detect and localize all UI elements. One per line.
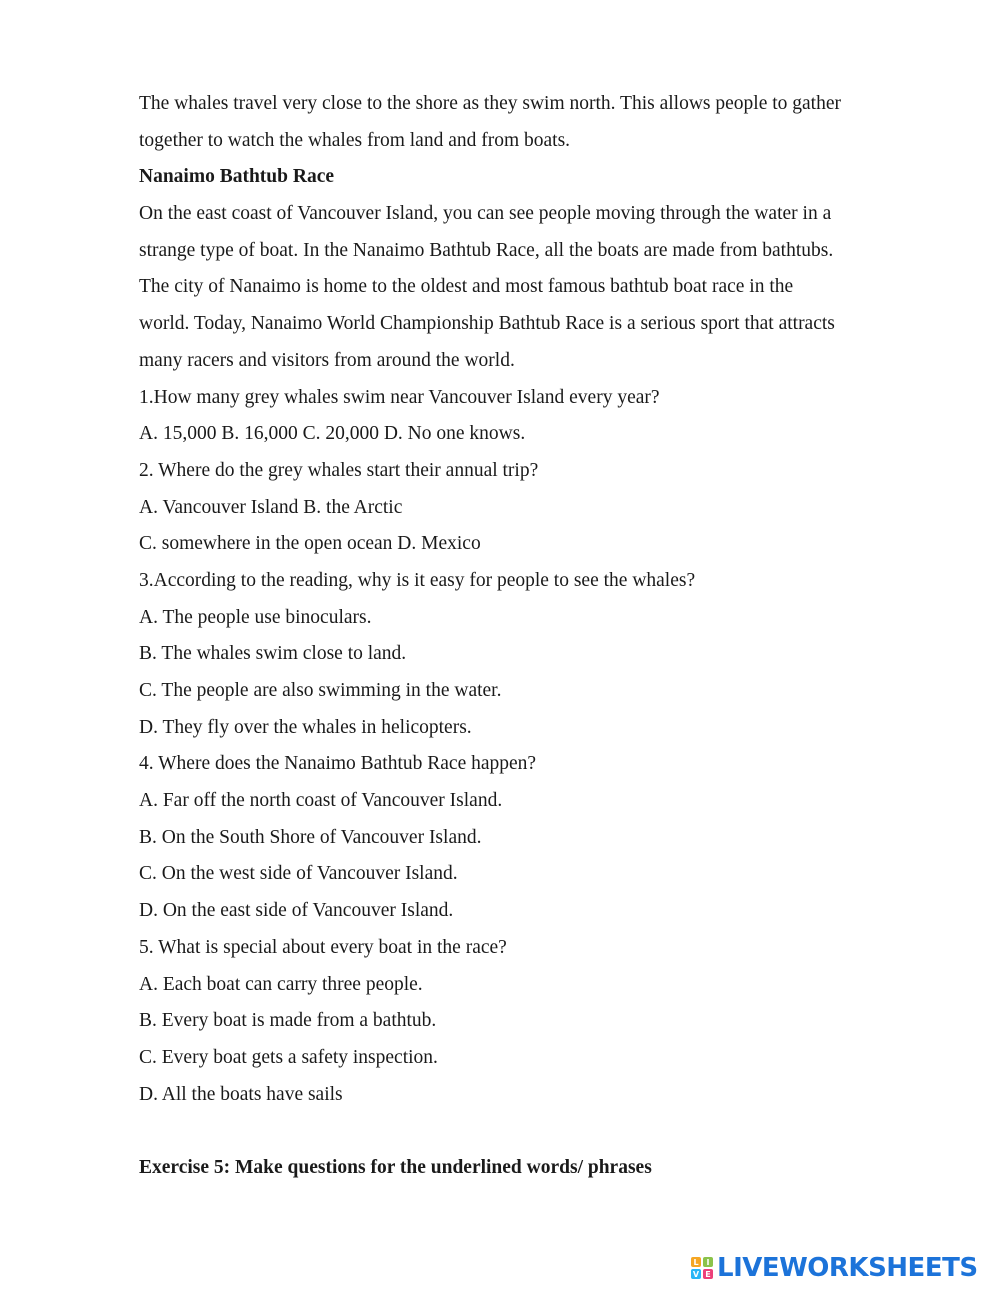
question-5-option-a: A. Each boat can carry three people. bbox=[139, 973, 423, 995]
reading-line: The whales travel very close to the shore as they swim north. This allows people to gather bbox=[139, 93, 841, 114]
question-2-options: C. somewhere in the open ocean D. Mexico bbox=[139, 533, 481, 555]
exercise-5-title: Exercise 5: Make questions for the underlined words/ phrases bbox=[139, 1156, 652, 1178]
question-4-option-b: B. On the South Shore of Vancouver Island. bbox=[139, 826, 482, 848]
reading-line: On the east coast of Vancouver Island, you can see people moving through the water in a bbox=[139, 203, 832, 225]
question-2-options: A. Vancouver Island B. the Arctic bbox=[139, 496, 403, 518]
question-5-option-c: C. Every boat gets a safety inspection. bbox=[139, 1046, 438, 1068]
question-3-option-c: C. The people are also swimming in the water. bbox=[139, 680, 502, 701]
logo-mark-letter: L bbox=[691, 1257, 701, 1267]
question-3-option-b: B. The whales swim close to land. bbox=[139, 643, 407, 665]
worksheet-page bbox=[139, 86, 939, 1187]
question-4-option-d: D. On the east side of Vancouver Island. bbox=[139, 900, 454, 922]
question-1-options: A. 15,000 B. 16,000 C. 20,000 D. No one knows. bbox=[139, 423, 526, 445]
logo-mark-letter: I bbox=[703, 1257, 713, 1267]
question-3: 3.According to the reading, why is it easy for people to see the whales? bbox=[139, 569, 696, 591]
logo-text: LIVEWORKSHEETS bbox=[717, 1253, 978, 1283]
reading-line: world. Today, Nanaimo World Championship Bathtub Race is a serious sport that attracts bbox=[139, 313, 835, 335]
reading-line: The city of Nanaimo is home to the oldest and most famous bathtub boat race in the bbox=[139, 276, 794, 298]
question-5: 5. What is special about every boat in the race? bbox=[139, 936, 507, 958]
question-4-option-a: A. Far off the north coast of Vancouver Island. bbox=[139, 790, 503, 812]
liveworksheets-logo bbox=[691, 1252, 978, 1284]
question-3-option-d: D. They fly over the whales in helicopters. bbox=[139, 716, 472, 738]
question-1: 1.How many grey whales swim near Vancouver Island every year? bbox=[139, 386, 660, 408]
question-4: 4. Where does the Nanaimo Bathtub Race happen? bbox=[139, 753, 537, 775]
question-5-option-d: D. All the boats have sails bbox=[139, 1083, 343, 1105]
logo-mark-letter: E bbox=[703, 1269, 713, 1279]
reading-line: strange type of boat. In the Nanaimo Bathtub Race, all the boats are made from bathtubs. bbox=[139, 239, 834, 261]
blank-line bbox=[139, 1113, 939, 1150]
logo-mark-letter: V bbox=[692, 1269, 700, 1279]
reading-line: many racers and visitors from around the world. bbox=[139, 349, 515, 371]
question-2: 2. Where do the grey whales start their annual trip? bbox=[139, 459, 539, 481]
question-5-option-b: B. Every boat is made from a bathtub. bbox=[139, 1010, 437, 1032]
logo-mark-icon bbox=[691, 1257, 713, 1279]
question-4-option-c: C. On the west side of Vancouver Island. bbox=[139, 863, 458, 885]
section-heading: Nanaimo Bathtub Race bbox=[139, 166, 335, 188]
question-3-option-a: A. The people use binoculars. bbox=[139, 606, 372, 628]
reading-line: together to watch the whales from land and from boats. bbox=[139, 129, 571, 151]
